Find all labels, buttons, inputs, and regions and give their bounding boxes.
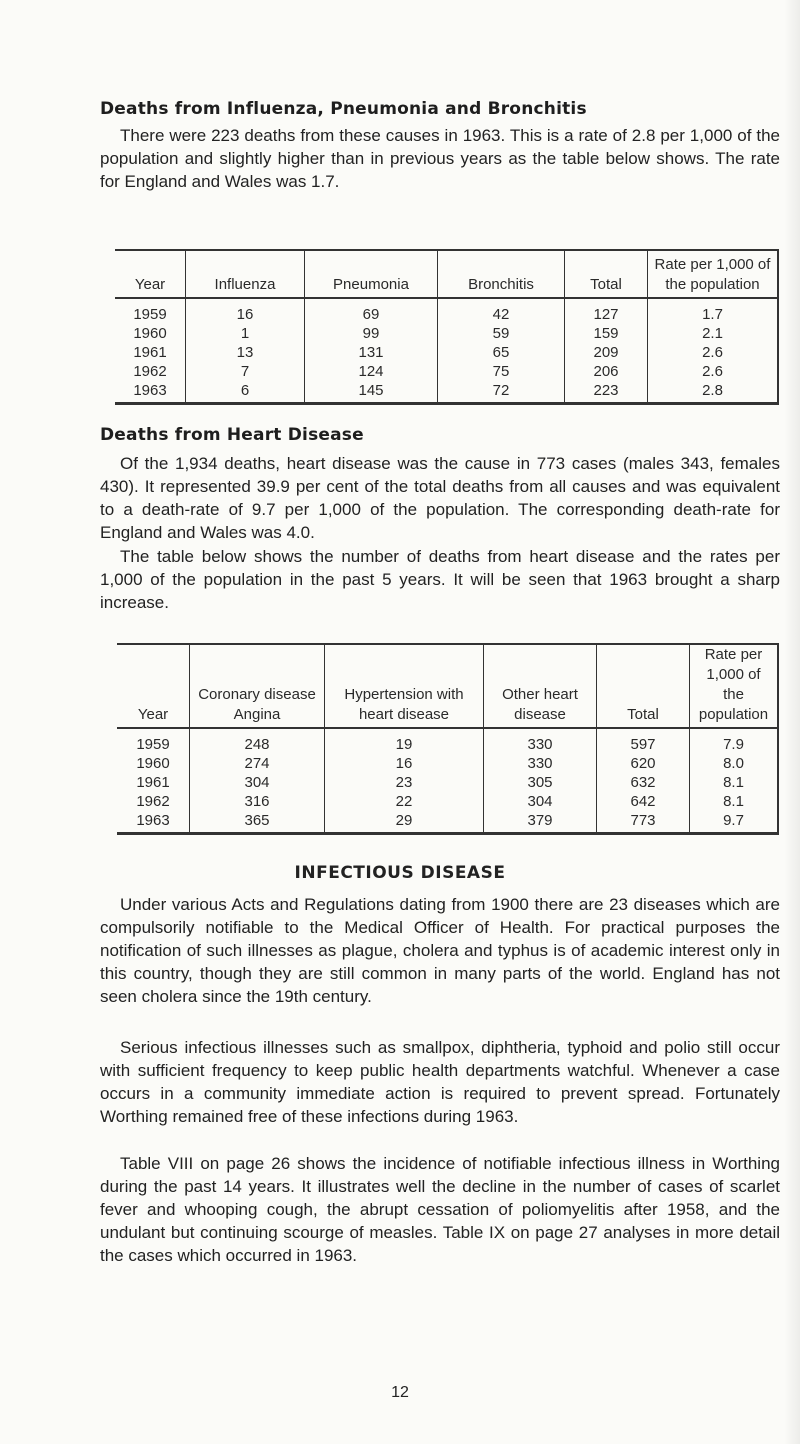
cell: 773 — [597, 811, 690, 834]
cell: 65 — [438, 343, 565, 362]
table-row — [115, 298, 778, 324]
cell: 6 — [186, 381, 305, 404]
col-header-influenza: Influenza — [186, 250, 305, 298]
cell: 1962 — [133, 363, 167, 380]
col-header-rate: Rate per 1,000 of the population — [690, 644, 779, 728]
cell: 16 — [186, 298, 305, 324]
cell: 16 — [325, 754, 484, 773]
cell: 274 — [190, 754, 325, 773]
cell: 1962 — [136, 793, 170, 810]
table-row — [115, 381, 778, 404]
cell: 2.6 — [648, 362, 779, 381]
cell: 379 — [484, 811, 597, 834]
table-row — [115, 343, 778, 362]
cell: 69 — [305, 298, 438, 324]
cell: 248 — [190, 728, 325, 754]
table-header-row — [115, 250, 778, 298]
col-header-total: Total — [597, 644, 690, 728]
table-row — [117, 773, 778, 792]
cell: 1960 — [133, 325, 167, 342]
cell: 9.7 — [690, 811, 779, 834]
cell: 597 — [597, 728, 690, 754]
table-row — [117, 754, 778, 773]
page-number: 12 — [391, 1384, 409, 1401]
cell: 29 — [325, 811, 484, 834]
influenza-deaths-table — [115, 249, 779, 405]
infectious-disease-paragraph-2: Serious infectious illnesses such as smallpox, diphtheria, typhoid and polio still occur with sufficient frequency to keep public health departments watchful. Whenever a case occurs in a community immediate action is required to prevent spread. Fortunately Worthing remained free of these infections during 1963. — [100, 1038, 780, 1126]
cell: 2.8 — [648, 381, 779, 404]
cell: 330 — [484, 728, 597, 754]
cell: 8.0 — [690, 754, 779, 773]
cell: 1961 — [133, 344, 167, 361]
table-row — [117, 728, 778, 754]
infectious-disease-heading: INFECTIOUS DISEASE — [294, 863, 506, 883]
col-header-bronchitis: Bronchitis — [438, 250, 565, 298]
cell: 304 — [484, 792, 597, 811]
cell: 159 — [565, 324, 648, 343]
cell: 1959 — [136, 736, 170, 753]
heart-disease-section-heading: Deaths from Heart Disease — [100, 425, 364, 445]
heart-disease-text-1: Of the 1,934 deaths, heart disease was the cause in 773 cases (males 343, females 430). It represented 39.9 per cent of the total deaths from all causes and was equivalent to a death-rate of 9.7 per 1,000 of the population. The corresponding death-rate for England and Wales was 4.0. — [100, 454, 780, 542]
cell: 42 — [438, 298, 565, 324]
cell: 209 — [565, 343, 648, 362]
cell: 316 — [190, 792, 325, 811]
cell: 22 — [325, 792, 484, 811]
cell: 19 — [325, 728, 484, 754]
infectious-disease-paragraph-1: Under various Acts and Regulations dating from 1900 there are 23 diseases which are compulsorily notifiable to the Medical Officer of Health. For practical purposes the notification of such illnesses as plague, cholera and typhus is of academic interest only in this country, though they are still common in many parts of the world. England has not seen cholera since the 19th century. — [100, 895, 780, 1006]
cell: 304 — [190, 773, 325, 792]
influenza-section-heading: Deaths from Influenza, Pneumonia and Bronchitis — [100, 99, 587, 119]
cell: 124 — [305, 362, 438, 381]
cell: 59 — [438, 324, 565, 343]
cell: 620 — [597, 754, 690, 773]
cell: 2.6 — [648, 343, 779, 362]
table-row — [115, 362, 778, 381]
cell: 1959 — [133, 306, 167, 323]
cell: 1961 — [136, 774, 170, 791]
col-header-total: Total — [565, 250, 648, 298]
cell: 8.1 — [690, 773, 779, 792]
heart-disease-text-2: The table below shows the number of deaths from heart disease and the rates per 1,000 of the population in the past 5 years. It will be seen that 1963 brought a sharp increase. — [100, 547, 780, 612]
col-header-other-heart: Other heart disease — [484, 644, 597, 728]
cell: 75 — [438, 362, 565, 381]
cell: 23 — [325, 773, 484, 792]
heart-disease-deaths-table — [117, 643, 779, 835]
cell: 131 — [305, 343, 438, 362]
cell: 632 — [597, 773, 690, 792]
cell: 2.1 — [648, 324, 779, 343]
table-header-row — [117, 644, 778, 728]
cell: 365 — [190, 811, 325, 834]
col-header-year: Year — [117, 644, 190, 728]
col-header-rate: Rate per 1,000 of the population — [648, 250, 779, 298]
cell: 1963 — [133, 382, 167, 399]
table-row — [117, 811, 778, 834]
cell: 330 — [484, 754, 597, 773]
cell: 7 — [186, 362, 305, 381]
page-edge-shadow — [784, 0, 800, 1444]
col-header-year: Year — [115, 250, 186, 298]
influenza-section-text: There were 223 deaths from these causes in 1963. This is a rate of 2.8 per 1,000 of the population and slightly higher than in previous years as the table below shows. The rate for England and Wales was 1.7. — [100, 126, 780, 191]
table-row — [117, 792, 778, 811]
cell: 145 — [305, 381, 438, 404]
col-header-pneumonia: Pneumonia — [305, 250, 438, 298]
col-header-coronary: Coronary disease Angina — [190, 644, 325, 728]
col-header-hypertension: Hypertension with heart disease — [325, 644, 484, 728]
cell: 642 — [597, 792, 690, 811]
cell: 99 — [305, 324, 438, 343]
cell: 223 — [565, 381, 648, 404]
cell: 7.9 — [690, 728, 779, 754]
cell: 305 — [484, 773, 597, 792]
cell: 72 — [438, 381, 565, 404]
infectious-disease-paragraph-3: Table VIII on page 26 shows the incidence of notifiable infectious illness in Worthing during the past 14 years. It illustrates well the decline in the number of cases of scarlet fever and whooping cough, the abrupt cessation of poliomyelitis after 1958, and the undulant but continuing scourge of measles. Table IX on page 27 analyses in more detail the cases which occurred in 1963. — [100, 1154, 780, 1265]
cell: 206 — [565, 362, 648, 381]
cell: 1960 — [136, 755, 170, 772]
table-row — [115, 324, 778, 343]
cell: 1 — [186, 324, 305, 343]
cell: 1.7 — [648, 298, 779, 324]
cell: 127 — [565, 298, 648, 324]
cell: 13 — [186, 343, 305, 362]
cell: 1963 — [136, 812, 170, 829]
cell: 8.1 — [690, 792, 779, 811]
